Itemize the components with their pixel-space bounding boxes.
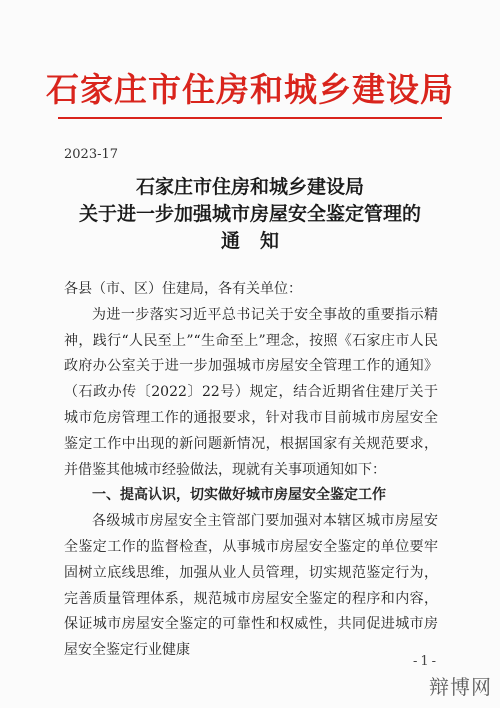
site-watermark: 辩博网 xyxy=(429,675,492,699)
section-heading-1: 一、提高认识，切实做好城市房屋安全鉴定工作 xyxy=(92,487,386,504)
notice-title-line-3: 通知 xyxy=(220,230,299,252)
notice-body xyxy=(64,277,438,664)
red-divider-line xyxy=(58,117,442,119)
notice-title-line-1: 石家庄市住房和城乡建设局 xyxy=(135,176,364,198)
notice-title-line-2: 关于进一步加强城市房屋安全鉴定管理的 xyxy=(78,203,421,225)
page-number: -1- xyxy=(413,654,440,669)
addressee-line: 各县（市、区）住建局，各有关单位： xyxy=(64,281,302,297)
issuing-authority-header: 石家庄市住房和城乡建设局 xyxy=(46,70,454,109)
notice-title xyxy=(0,174,500,255)
document-number: 2023-17 xyxy=(64,147,119,162)
paragraph-intro: 为进一步落实习近平总书记关于安全事故的重要指示精神，践行“人民至上”“生命至上”理念，按照《石家庄市人民政府办公室关于进一步加强城市房屋安全管理工作的通知》（石政办传〔2022〕22号）规定，结合近期省住建厅关于城市危房管理工作的通报要求，针对我市目前城市房屋安全鉴定工作中出现的新问题新情况，根据国家有关规范要求，并借鉴其他城市经验做法，现就有关事项通知如下： xyxy=(64,306,438,478)
paragraph-section-1: 各级城市房屋安全主管部门要加强对本辖区城市房屋安全鉴定工作的监督检查，从事城市房屋安全鉴定的单位要牢固树立底线思维，加强从业人员管理，切实规范鉴定行为，完善质量管理体系，规范城市房屋安全鉴定的程序和内容，保证城市房屋安全鉴定的可靠性和权威性，共同促进城市房屋安全鉴定行业健康 xyxy=(64,513,438,659)
